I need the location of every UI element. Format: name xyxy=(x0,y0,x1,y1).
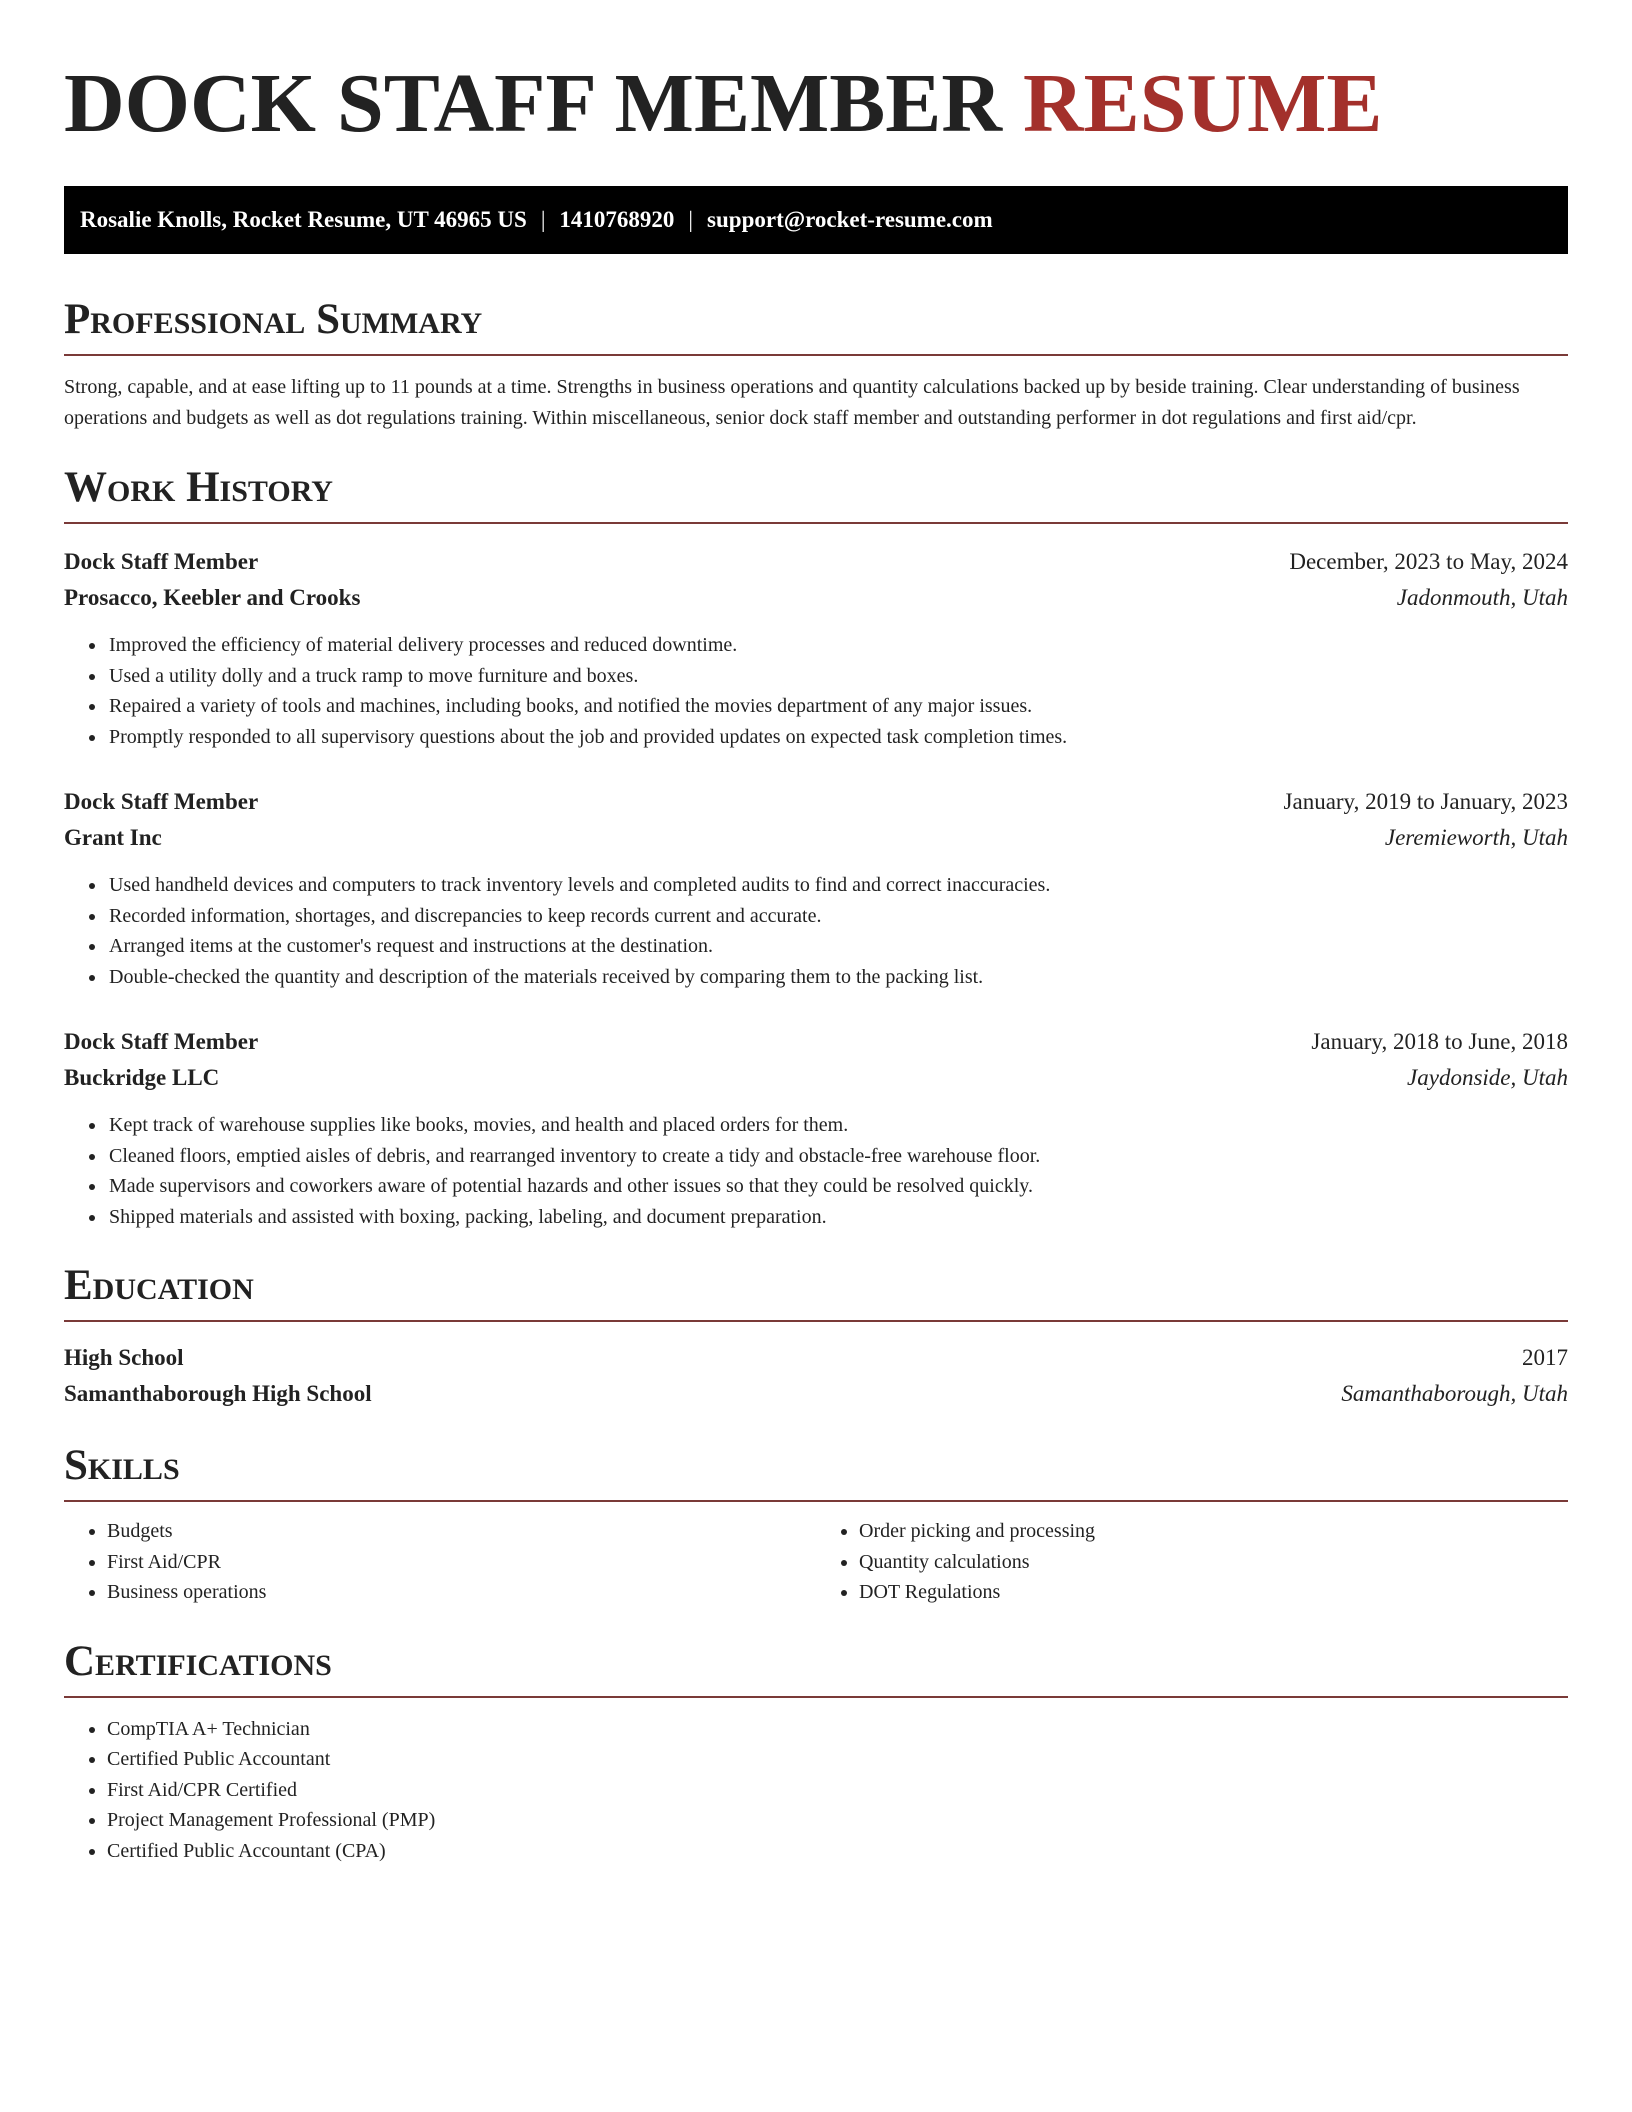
education-year: 2017 xyxy=(1522,1345,1568,1370)
summary-heading: Professional Summary xyxy=(64,294,1568,356)
contact-email[interactable]: support@rocket-resume.com xyxy=(707,207,993,232)
contact-bar xyxy=(64,186,1568,254)
contact-separator: | xyxy=(540,207,546,232)
list-item: • First Aid/CPR xyxy=(107,1547,816,1578)
job-location: Jaydonside, Utah xyxy=(1407,1065,1568,1090)
work-history-heading: Work History xyxy=(64,462,1568,524)
list-item: • Shipped materials and assisted with boxing, packing, labeling, and document preparation. xyxy=(107,1202,1568,1233)
list-item: • Used handheld devices and computers to track inventory levels and completed audits to find and correct inaccuracies. xyxy=(107,870,1568,901)
list-item: • Made supervisors and coworkers aware of potential hazards and other issues so that they could be resolved quickly. xyxy=(107,1171,1568,1202)
job-company: Buckridge LLC xyxy=(64,1065,220,1090)
job-title: Dock Staff Member xyxy=(64,789,259,814)
skills-grid xyxy=(64,1516,1568,1608)
job-title: Dock Staff Member xyxy=(64,1029,259,1054)
list-item: • DOT Regulations xyxy=(859,1577,1568,1608)
list-item: • Recorded information, shortages, and discrepancies to keep records current and accurate. xyxy=(107,901,1568,932)
certifications-list xyxy=(64,1714,1568,1867)
list-item: • Used a utility dolly and a truck ramp to move furniture and boxes. xyxy=(107,661,1568,692)
education-entry xyxy=(64,1340,1568,1412)
job-entry xyxy=(64,784,1568,992)
job-dates: January, 2019 to January, 2023 xyxy=(1283,789,1568,814)
summary-text: Strong, capable, and at ease lifting up to 11 pounds at a time. Strengths in business operations and quantity calculations backed up by beside training. Clear understanding of business operations and budgets as well as dot regulations training. Within miscellaneous, senior dock staff member and outstanding performer in dot regulations and first aid/cpr. xyxy=(64,376,1520,429)
certifications-heading: Certifications xyxy=(64,1636,1568,1698)
list-item: • Certified Public Accountant xyxy=(107,1744,1568,1775)
job-bullets xyxy=(64,1110,1568,1232)
job-title: Dock Staff Member xyxy=(64,549,259,574)
title-accent: RESUME xyxy=(1023,57,1383,150)
list-item: • Promptly responded to all supervisory questions about the job and provided updates on expected task completion times. xyxy=(107,722,1568,753)
list-item: • Improved the efficiency of material delivery processes and reduced downtime. xyxy=(107,630,1568,661)
job-bullets xyxy=(64,630,1568,752)
education-heading: Education xyxy=(64,1260,1568,1322)
skills-heading: Skills xyxy=(64,1440,1568,1502)
job-entry xyxy=(64,544,1568,752)
list-item: • Repaired a variety of tools and machines, including books, and notified the movies department of any major issues. xyxy=(107,691,1568,722)
job-entry xyxy=(64,1024,1568,1232)
skills-column-left xyxy=(64,1516,816,1608)
job-title-row xyxy=(64,784,1568,820)
contact-address: Rosalie Knolls, Rocket Resume, UT 46965 US xyxy=(80,207,527,232)
education-degree-row xyxy=(64,1340,1568,1376)
contact-phone: 1410768920 xyxy=(559,207,675,232)
job-company: Prosacco, Keebler and Crooks xyxy=(64,585,361,610)
list-item: • Kept track of warehouse supplies like books, movies, and health and placed orders for them. xyxy=(107,1110,1568,1141)
job-company-row xyxy=(64,1060,1568,1096)
list-item: • Business operations xyxy=(107,1577,816,1608)
job-title-row xyxy=(64,544,1568,580)
list-item: • CompTIA A+ Technician xyxy=(107,1714,1568,1745)
job-title-row xyxy=(64,1024,1568,1060)
job-company-row xyxy=(64,820,1568,856)
job-bullets xyxy=(64,870,1568,992)
list-item: • Quantity calculations xyxy=(859,1547,1568,1578)
job-company-row xyxy=(64,580,1568,616)
job-location: Jeremieworth, Utah xyxy=(1384,825,1568,850)
list-item: • Certified Public Accountant (CPA) xyxy=(107,1836,1568,1867)
education-school-row xyxy=(64,1376,1568,1412)
list-item: • Project Management Professional (PMP) xyxy=(107,1805,1568,1836)
list-item: • Budgets xyxy=(107,1516,816,1547)
skills-column-right xyxy=(816,1516,1568,1608)
education-school: Samanthaborough High School xyxy=(64,1381,372,1406)
list-item: • Order picking and processing xyxy=(859,1516,1568,1547)
list-item: • Arranged items at the customer's request and instructions at the destination. xyxy=(107,931,1568,962)
job-location: Jadonmouth, Utah xyxy=(1396,585,1568,610)
job-dates: January, 2018 to June, 2018 xyxy=(1311,1029,1568,1054)
resume-title xyxy=(64,0,1568,152)
contact-separator: | xyxy=(688,207,694,232)
list-item: • First Aid/CPR Certified xyxy=(107,1775,1568,1806)
list-item: • Cleaned floors, emptied aisles of debris, and rearranged inventory to create a tidy and obstacle-free warehouse floor. xyxy=(107,1141,1568,1172)
list-item: • Double-checked the quantity and description of the materials received by comparing them to the packing list. xyxy=(107,962,1568,993)
education-degree: High School xyxy=(64,1345,184,1370)
title-main: DOCK STAFF MEMBER xyxy=(64,57,1002,150)
job-dates: December, 2023 to May, 2024 xyxy=(1289,549,1568,574)
job-company: Grant Inc xyxy=(64,825,162,850)
education-location: Samanthaborough, Utah xyxy=(1341,1381,1568,1406)
